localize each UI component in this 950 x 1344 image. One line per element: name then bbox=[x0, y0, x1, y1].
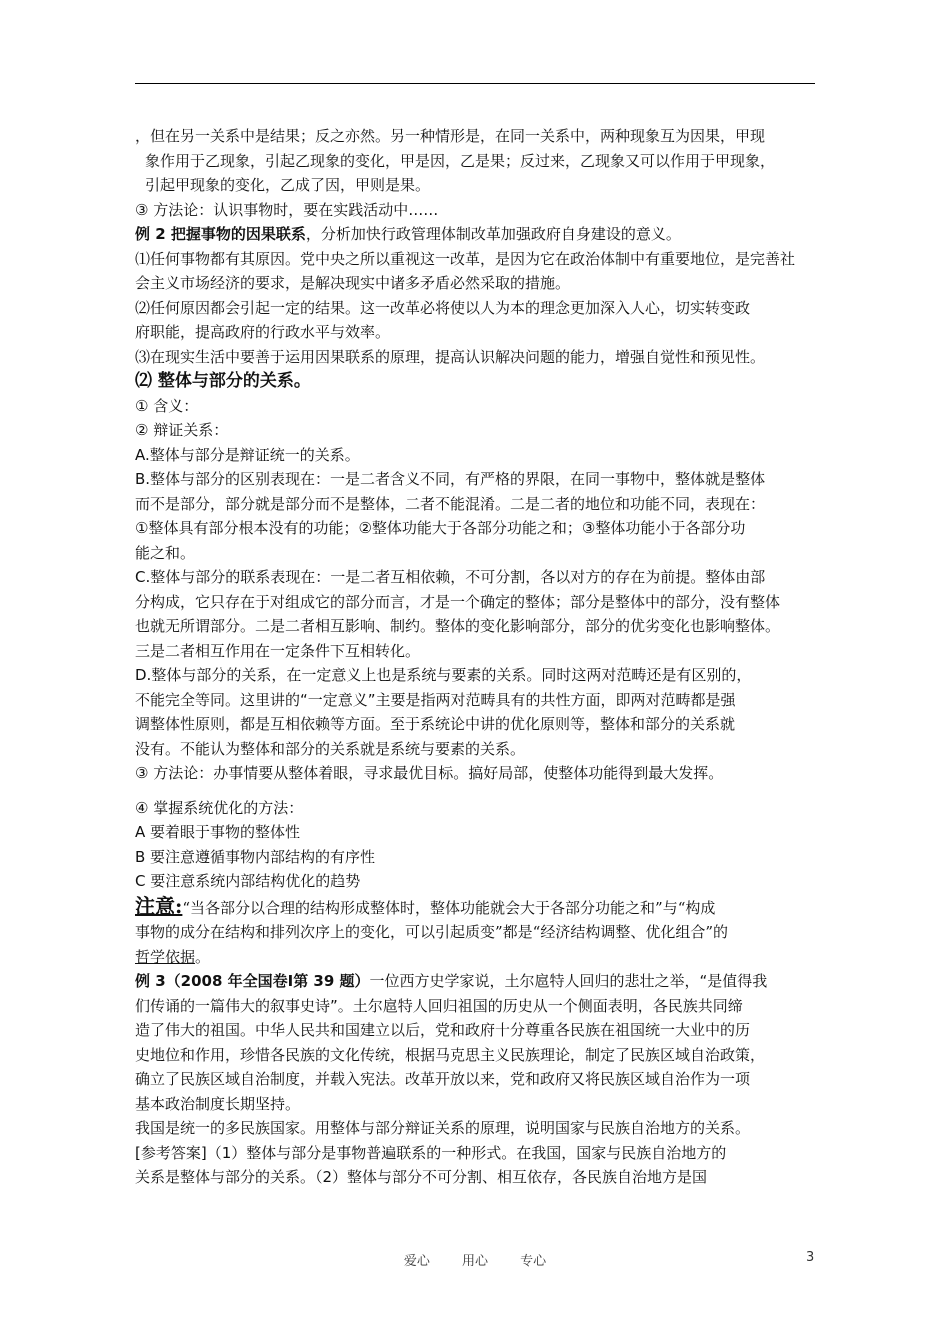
paragraph bbox=[135, 639, 820, 664]
text-run: C.整体与部分的联系表现在：一是二者互相依赖，不可分割，各以对方的存在为前提。整体由部 bbox=[135, 568, 766, 586]
paragraph bbox=[135, 845, 820, 870]
paragraph bbox=[135, 345, 820, 370]
paragraph bbox=[135, 688, 820, 713]
text-run: ② 辩证关系： bbox=[135, 421, 229, 439]
text-run: D.整体与部分的关系，在一定意义上也是系统与要素的关系。同时这两对范畴还是有区别的， bbox=[135, 666, 752, 684]
text-run: 事物的成分在结构和排列次序上的变化，可以引起质变”都是“经济结构调整、优化组合”的 bbox=[135, 923, 729, 941]
note-label: 注意: bbox=[135, 893, 183, 918]
text-run: 没有。不能认为整体和部分的关系就是系统与要素的关系。 bbox=[135, 739, 526, 758]
text-run: 哲学依据 bbox=[135, 947, 196, 966]
text-run: “当各部分以合理的结构形成整体时，整体功能就会大于各部分功能之和”与“构成 bbox=[182, 898, 716, 917]
text-run: 引起甲现象的变化，乙成了因，甲则是果。 bbox=[145, 176, 431, 194]
text-run: 史地位和作用，珍惜各民族的文化传统，根据马克思主义民族理论，制定了民族区域自治政策， bbox=[135, 1045, 766, 1064]
paragraph bbox=[135, 492, 820, 517]
text-run: 关系是整体与部分的关系。（2）整体与部分不可分割、相互依存，各民族自治地方是国 bbox=[135, 1168, 708, 1186]
paragraph bbox=[135, 296, 820, 321]
text-run: ⑵任何原因都会引起一定的结果。这一改革必将使以人为本的理念更加深入人心，切实转变政 bbox=[135, 298, 751, 317]
text-run: 三是二者相互作用在一定条件下互相转化。 bbox=[135, 641, 421, 660]
text-run: 象作用于乙现象，引起乙现象的变化，甲是因，乙是果；反过来，乙现象又可以作用于甲现象， bbox=[145, 151, 776, 170]
text-run: ，但在另一关系中是结果；反之亦然。另一种情形是，在同一关系中，两种现象互为因果，甲现 bbox=[135, 127, 766, 145]
paragraph bbox=[135, 222, 820, 247]
paragraph bbox=[135, 590, 820, 615]
paragraph bbox=[135, 614, 820, 639]
paragraph bbox=[135, 271, 820, 296]
text-run: 会主义市场经济的要求，是解决现实中诸多矛盾必然采取的措施。 bbox=[135, 274, 571, 292]
text-run: ①整体具有部分根本没有的功能；②整体功能大于各部分功能之和；③整体功能小于各部分功 bbox=[135, 519, 746, 537]
paragraph bbox=[135, 516, 820, 541]
text-run: B 要注意遵循事物内部结构的有序性 bbox=[135, 847, 376, 866]
text-run: 。 bbox=[195, 947, 211, 966]
spacer bbox=[135, 786, 820, 796]
paragraph bbox=[135, 369, 820, 394]
text-run: ⑴任何事物都有其原因。党中央之所以重视这一改革，是因为它在政治体制中有重要地位，是完善社 bbox=[135, 249, 796, 268]
paragraph bbox=[135, 994, 820, 1019]
page-body bbox=[135, 124, 820, 1190]
text-run: ③ 方法论：办事情要从整体着眼，寻求最优目标。搞好局部，使整体功能得到最大发挥。 bbox=[135, 764, 724, 782]
paragraph bbox=[135, 149, 820, 174]
text-run: ③ 方法论：认识事物时，要在实践活动中…… bbox=[135, 200, 439, 219]
text-run: ，分析加快行政管理体制改革加强政府自身建设的意义。 bbox=[305, 225, 681, 243]
paragraph bbox=[135, 663, 820, 688]
paragraph bbox=[135, 920, 820, 945]
paragraph bbox=[135, 418, 820, 443]
text-run: 分构成，它只存在于对组成它的部分而言，才是一个确定的整体；部分是整体中的部分，没有整体 bbox=[135, 592, 781, 611]
text-run: 府职能，提高政府的行政水平与效率。 bbox=[135, 323, 391, 341]
text-run: 例 2 把握事物的因果联系 bbox=[135, 225, 306, 243]
paragraph bbox=[135, 1092, 820, 1117]
paragraph bbox=[135, 541, 820, 566]
header-rule bbox=[135, 83, 815, 84]
footer-text-3: 专心 bbox=[520, 1254, 547, 1269]
paragraph bbox=[135, 565, 820, 590]
text-run: 确立了民族区域自治制度，并载入宪法。改革开放以来，党和政府又将民族区域自治作为一项 bbox=[135, 1070, 751, 1088]
paragraph bbox=[135, 969, 820, 994]
paragraph bbox=[135, 1043, 820, 1068]
paragraph bbox=[135, 945, 820, 970]
paragraph bbox=[135, 1141, 820, 1166]
text-run: [参考答案]（1）整体与部分是事物普遍联系的一种形式。在我国，国家与民族自治地方的 bbox=[135, 1143, 727, 1162]
text-run: 我国是统一的多民族国家。用整体与部分辩证关系的原理，说明国家与民族自治地方的关系。 bbox=[135, 1119, 751, 1137]
text-run: C 要注意系统内部结构优化的趋势 bbox=[135, 872, 361, 890]
text-run: 调整体性原则，都是互相依赖等方面。至于系统论中讲的优化原则等，整体和部分的关系就 bbox=[135, 715, 736, 733]
paragraph bbox=[135, 1165, 820, 1190]
text-run: 造了伟大的祖国。中华人民共和国建立以后，党和政府十分尊重各民族在祖国统一大业中的历 bbox=[135, 1021, 751, 1039]
paragraph bbox=[135, 124, 820, 149]
paragraph bbox=[135, 869, 820, 894]
paragraph bbox=[135, 1116, 820, 1141]
text-run: ① 含义： bbox=[135, 396, 199, 415]
paragraph bbox=[135, 894, 820, 921]
paragraph bbox=[135, 761, 820, 786]
paragraph bbox=[135, 320, 820, 345]
paragraph bbox=[135, 1018, 820, 1043]
paragraph bbox=[135, 796, 820, 821]
text-run: 基本政治制度长期坚持。 bbox=[135, 1094, 301, 1113]
paragraph bbox=[135, 198, 820, 223]
paragraph bbox=[135, 737, 820, 762]
paragraph bbox=[135, 712, 820, 737]
paragraph bbox=[135, 443, 820, 468]
paragraph bbox=[135, 247, 820, 272]
text-run: 例 3（2008 年全国卷Ⅰ第 39 题） bbox=[135, 972, 370, 990]
paragraph bbox=[135, 467, 820, 492]
text-run: 们传诵的一篇伟大的叙事史诗”。土尔扈特人回归祖国的历史从一个侧面表明，各民族共同缔 bbox=[135, 996, 743, 1015]
text-run: 而不是部分，部分就是部分而不是整体，二者不能混淆。二是二者的地位和功能不同，表现在： bbox=[135, 494, 766, 513]
text-run: ⑵ 整体与部分的关系。 bbox=[135, 371, 311, 391]
paragraph bbox=[135, 1067, 820, 1092]
text-run: A 要着眼于事物的整体性 bbox=[135, 823, 301, 841]
text-run: 一位西方史学家说，土尔扈特人回归的悲壮之举，“是值得我 bbox=[369, 972, 768, 990]
text-run: 不能完全等同。这里讲的“一定意义”主要是指两对范畴具有的共性方面，即两对范畴都是强 bbox=[135, 690, 736, 709]
text-run: ⑶在现实生活中要善于运用因果联系的原理，提高认识解决问题的能力，增强自觉性和预见性。 bbox=[135, 347, 766, 366]
paragraph bbox=[135, 173, 820, 198]
paragraph bbox=[135, 394, 820, 419]
text-run: 能之和。 bbox=[135, 543, 196, 562]
footer-text-1: 爱心 bbox=[403, 1254, 430, 1269]
text-run: ④ 掌握系统优化的方法： bbox=[135, 798, 304, 817]
text-run: A.整体与部分是辩证统一的关系。 bbox=[135, 445, 360, 464]
footer-text-2: 用心 bbox=[461, 1254, 488, 1269]
text-run: 也就无所谓部分。二是二者相互影响、制约。整体的变化影响部分，部分的优劣变化也影响整体。 bbox=[135, 617, 781, 635]
page-number: 3 bbox=[806, 1250, 815, 1265]
text-run: B.整体与部分的区别表现在：一是二者含义不同，有严格的界限，在同一事物中，整体就是整体 bbox=[135, 470, 766, 488]
paragraph bbox=[135, 820, 820, 845]
